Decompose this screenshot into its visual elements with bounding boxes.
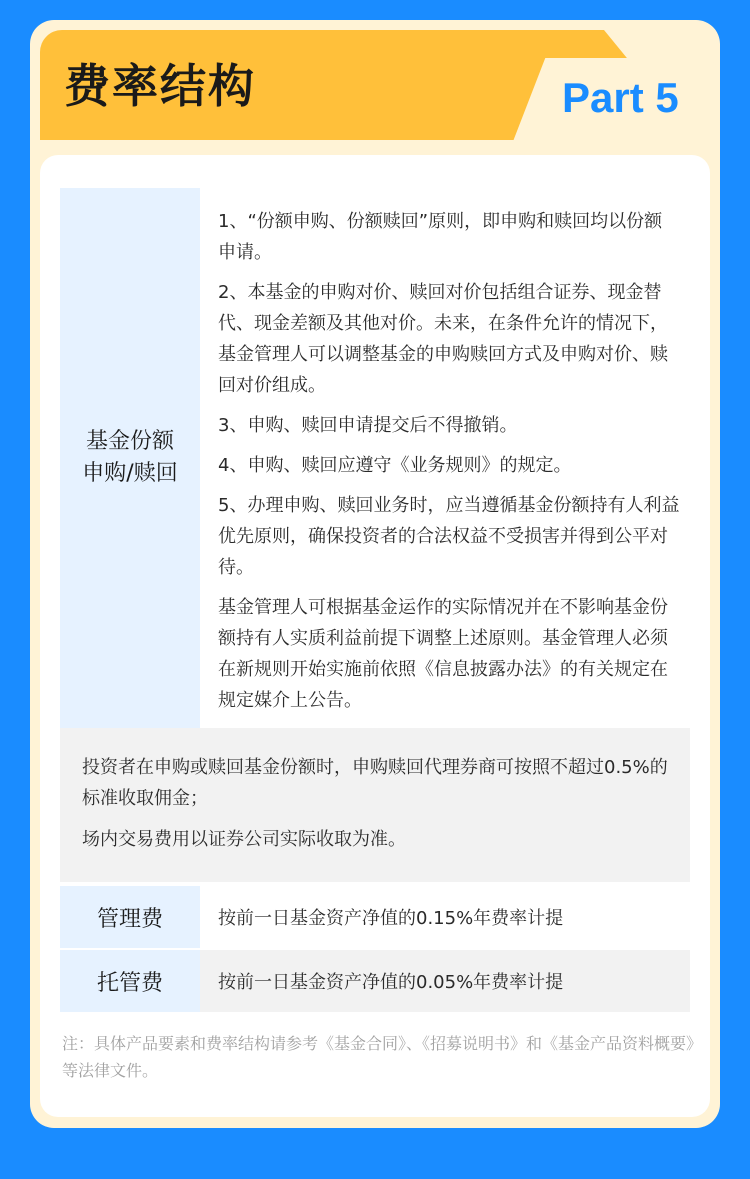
rule-item: 2、本基金的申购对价、赎回对价包括组合证券、现金替代、现金差额及其他对价。未来，在条件允许的情况下，基金管理人可以调整基金的申购赎回方式及申购对价、赎回对价组成。 — [218, 282, 668, 396]
commission-text: 投资者在申购或赎回基金份额时，申购赎回代理券商可按照不超过0.5%的标准收取佣金； — [82, 757, 668, 809]
subscription-label — [60, 188, 200, 728]
rule-item: 4、申购、赎回应遵守《业务规则》的规定。 — [218, 455, 572, 476]
rule-item: 基金管理人可根据基金运作的实际情况并在不影响基金份额持有人实质利益前提下调整上述原则。基金管理人必须在新规则开始实施前依照《信息披露办法》的有关规定在规定媒介上公告。 — [218, 597, 668, 711]
custody-fee-row — [60, 950, 690, 1012]
exchange-fee-text: 场内交易费用以证券公司实际收取为准。 — [82, 829, 406, 850]
footnote: 注：具体产品要素和费率结构请参考《基金合同》、《招募说明书》和《基金产品资料概要》等法律文件。 — [62, 1034, 695, 1080]
management-fee-label: 管理费 — [60, 886, 200, 948]
subscription-label-line1: 基金份额 — [85, 429, 174, 454]
commission-row — [60, 728, 690, 882]
subscription-rules — [200, 188, 690, 728]
fee-table — [60, 188, 690, 1012]
management-fee-row — [60, 886, 690, 948]
custody-fee-label: 托管费 — [60, 950, 200, 1012]
rule-item: 3、申购、赎回申请提交后不得撤销。 — [218, 415, 518, 436]
part-label: Part 5 — [562, 74, 679, 121]
subscription-row — [60, 188, 690, 728]
rule-item: 1、“份额申购、份额赎回”原则，即申购和赎回均以份额申请。 — [218, 211, 663, 263]
management-fee-value: 按前一日基金资产净值的0.15%年费率计提 — [200, 886, 690, 948]
custody-fee-value: 按前一日基金资产净值的0.05%年费率计提 — [200, 950, 690, 1012]
rule-item: 5、办理申购、赎回业务时，应当遵循基金份额持有人利益优先原则，确保投资者的合法权益不受损害并得到公平对待。 — [218, 495, 680, 578]
subscription-label-line2: 申购/赎回 — [82, 461, 178, 486]
page-title: 费率结构 — [64, 59, 256, 113]
